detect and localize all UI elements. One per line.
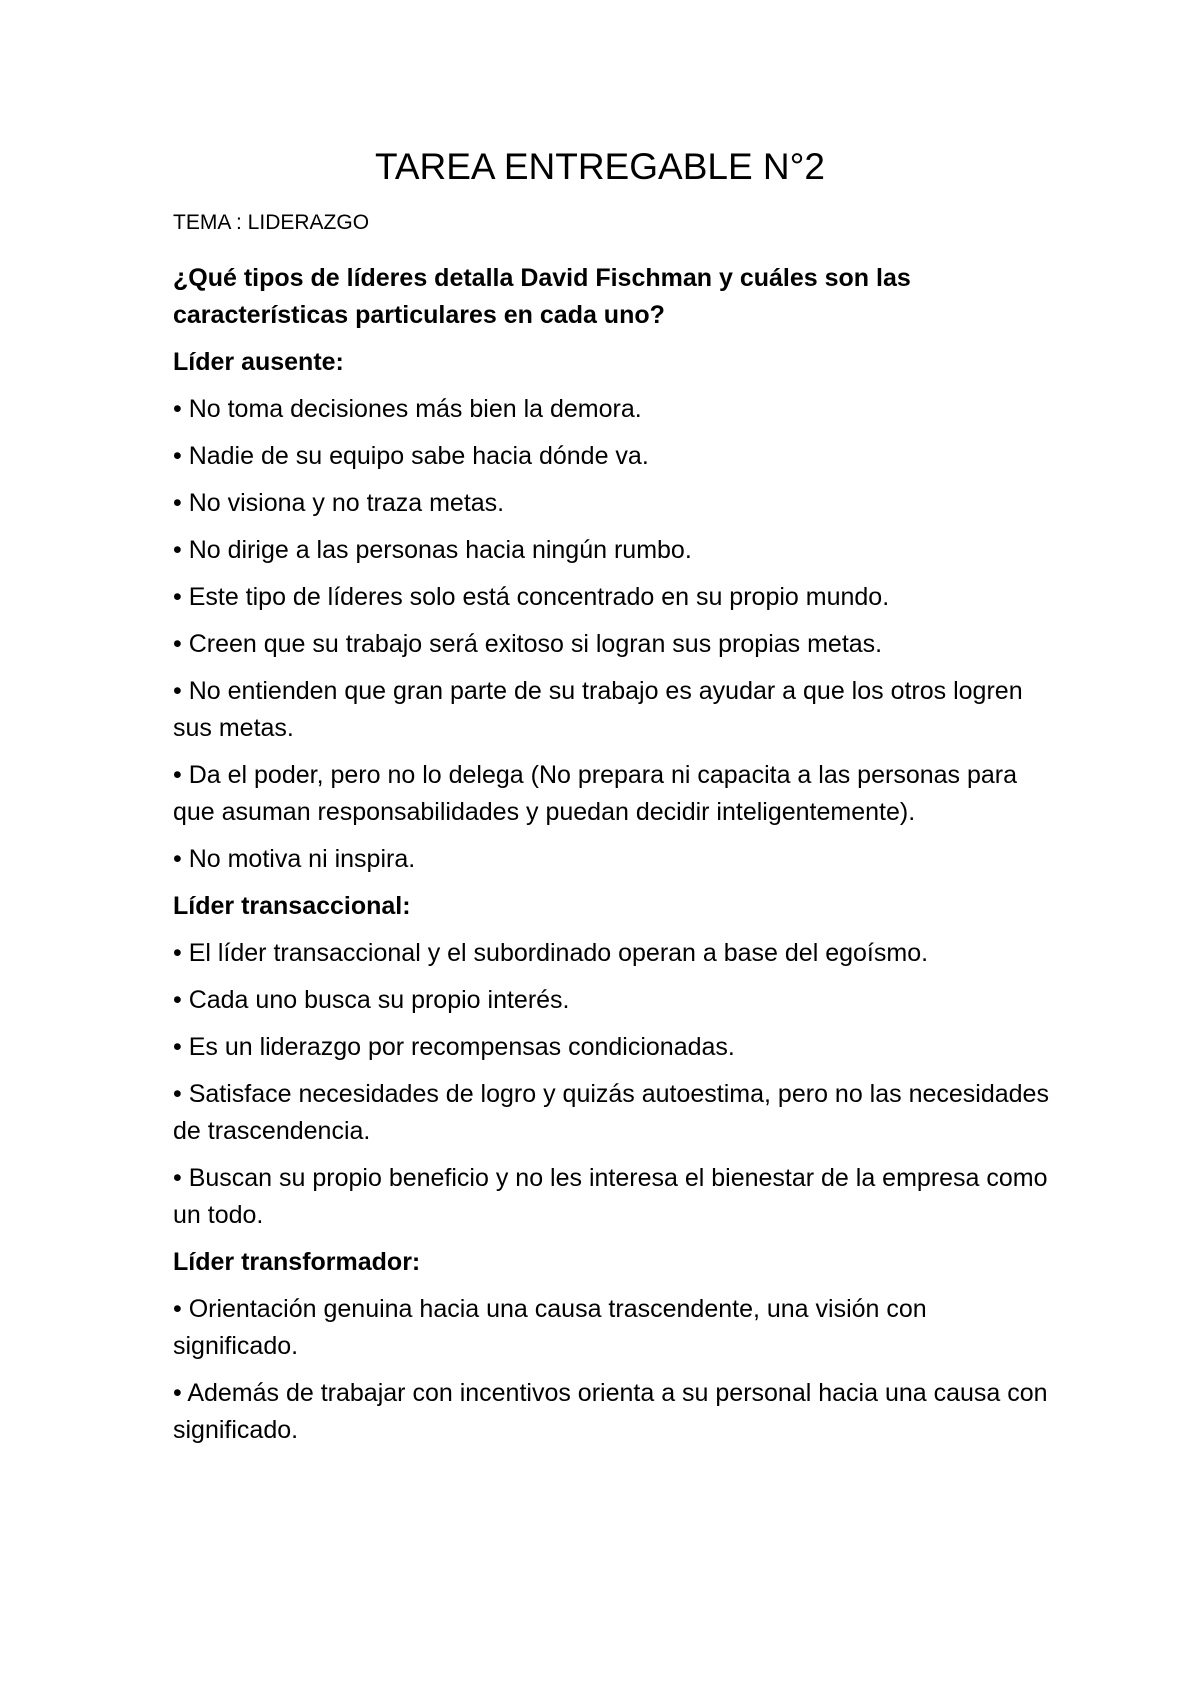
- list-item: • No visiona y no traza metas.: [173, 489, 505, 517]
- document-content: [173, 140, 1053, 1449]
- topic-line: TEMA : LIDERAZGO: [173, 211, 370, 234]
- list-item: • Creen que su trabajo será exitoso si logran sus propias metas.: [173, 630, 883, 658]
- question-text: ¿Qué tipos de líderes detalla David Fischman y cuáles son las características particulares en cada uno?: [173, 264, 911, 329]
- section-heading-lider-transformador: Líder transformador:: [173, 1248, 421, 1276]
- list-item: • Este tipo de líderes solo está concentrado en su propio mundo.: [173, 583, 890, 611]
- section-heading-lider-ausente: Líder ausente:: [173, 348, 344, 376]
- list-item: • No entienden que gran parte de su trabajo es ayudar a que los otros logren sus metas.: [173, 677, 1023, 742]
- list-item: • Es un liderazgo por recompensas condicionadas.: [173, 1033, 735, 1061]
- list-item: • Además de trabajar con incentivos orienta a su personal hacia una causa con significado.: [173, 1379, 1048, 1444]
- list-item: • Orientación genuina hacia una causa trascendente, una visión con significado.: [173, 1295, 927, 1360]
- list-item: • Satisface necesidades de logro y quizás autoestima, pero no las necesidades de trascendencia.: [173, 1080, 1049, 1145]
- list-item: • El líder transaccional y el subordinado operan a base del egoísmo.: [173, 939, 929, 967]
- document-title: TAREA ENTREGABLE N°2: [374, 146, 826, 187]
- list-item: • No toma decisiones más bien la demora.: [173, 395, 642, 423]
- list-item: • Nadie de su equipo sabe hacia dónde va.: [173, 442, 649, 470]
- list-item: • Da el poder, pero no lo delega (No prepara ni capacita a las personas para que asuman responsabilidades y puedan decidir inteligentemente).: [173, 761, 1018, 826]
- list-item: • Cada uno busca su propio interés.: [173, 986, 570, 1014]
- section-heading-lider-transaccional: Líder transaccional:: [173, 892, 411, 920]
- list-item: • No motiva ni inspira.: [173, 845, 416, 873]
- list-item: • No dirige a las personas hacia ningún rumbo.: [173, 536, 692, 564]
- list-item: • Buscan su propio beneficio y no les interesa el bienestar de la empresa como un todo.: [173, 1164, 1048, 1229]
